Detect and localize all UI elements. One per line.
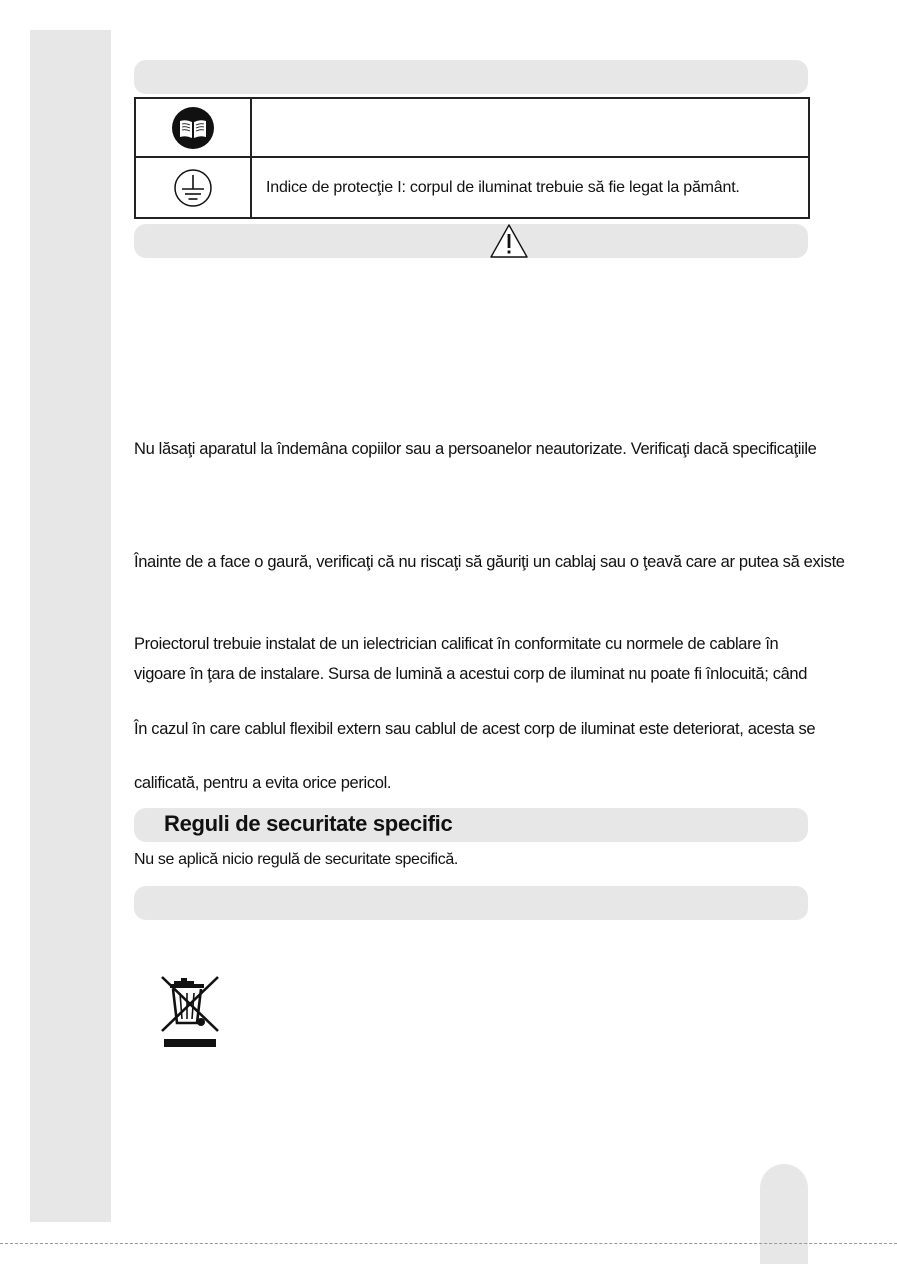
section-title: Reguli de securitate specific <box>164 811 453 836</box>
warning-text-line: În cazul în care cablul flexibil extern sau cablul de acest corp de iluminat este deteriorat, acesta se <box>134 720 816 738</box>
symbols-table-row <box>136 99 808 158</box>
warning-text-line: Înainte de a face o gaură, verificaţi că nu riscaţi să găuriţi un cablaj sau o ţeavă care ar putea să existe <box>134 553 845 571</box>
protective-earth-icon <box>173 168 213 208</box>
warning-text-line: calificată, pentru a evita orice pericol. <box>134 774 392 792</box>
symbol-cell <box>136 99 252 156</box>
symbols-table-row <box>136 158 808 217</box>
symbols-table <box>134 97 810 219</box>
page-number-tab <box>760 1164 808 1264</box>
specific-rules-section-header <box>134 808 808 842</box>
symbol-cell <box>136 158 252 217</box>
warning-text-line: Nu lăsaţi aparatul la îndemâna copiilor sau a persoanelor neautorizate. Verificaţi dacă specificaţiile <box>134 440 817 458</box>
warning-text-line: Proiectorul trebuie instalat de un ielectrician calificat în conformitate cu normele de cablare în <box>134 635 779 653</box>
read-manual-icon <box>171 106 215 150</box>
warning-triangle-icon <box>489 223 529 259</box>
symbol-description: Indice de protecţie I: corpul de iluminat trebuie să fie legat la pământ. <box>266 178 740 196</box>
warning-text-line: vigoare în ţara de instalare. Sursa de lumină a acestui corp de iluminat nu poate fi înlocuită; când <box>134 665 808 683</box>
symbols-section-header <box>134 60 808 94</box>
crossed-bin-weee-icon <box>160 975 222 1049</box>
side-tab <box>30 30 111 1222</box>
specific-rules-text: Nu se aplică nicio regulă de securitate specifică. <box>134 851 459 868</box>
warning-section-header <box>134 224 808 258</box>
trim-line <box>0 1243 897 1244</box>
disposal-section-header <box>134 886 808 920</box>
side-tab-notch <box>30 400 100 515</box>
